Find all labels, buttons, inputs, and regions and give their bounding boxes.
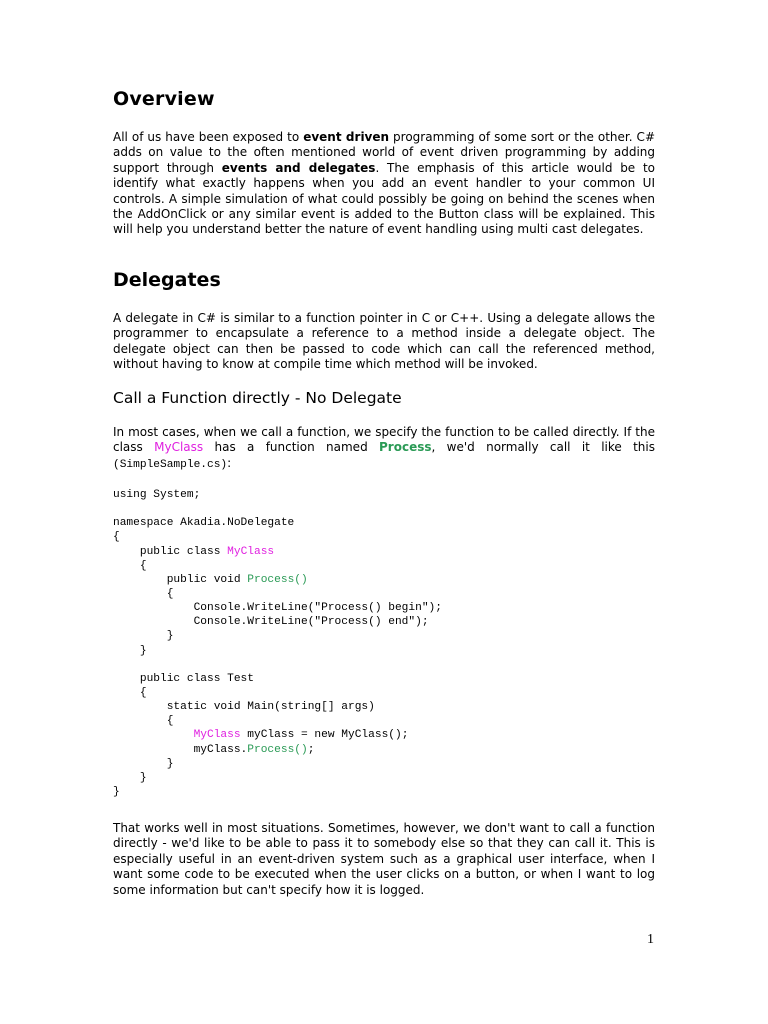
- call-text-2: has a function named: [203, 440, 380, 455]
- code-line-blank: [113, 658, 442, 672]
- code-line-11: }: [113, 630, 174, 643]
- code-line-1: using System;: [113, 489, 201, 501]
- overview-paragraph: [113, 130, 655, 238]
- code-line-20: }: [113, 757, 174, 770]
- call-text-4: :: [227, 455, 232, 470]
- code-class-myclass-var: MyClass: [193, 729, 241, 742]
- overview-text-3: . The emphasis of this article would be to identify what exactly happens when you add an event handler to your common UI controls. A simple simulation of what could possibly be going on behind the scenes when the AddOnClick or any similar event is added to the Button class will be explained. This will help you understand better the nature of event handling using multi cast delegates.: [113, 160, 655, 237]
- code-line-14: public class Test: [113, 672, 254, 685]
- code-line-9: Console.WriteLine("Process() begin");: [113, 602, 442, 615]
- file-name-simplesample: (SimpleSample.cs): [113, 458, 228, 471]
- page-number: 1: [647, 932, 654, 947]
- overview-bold-events-delegates: events and delegates: [221, 160, 376, 175]
- method-name-process: Process: [379, 440, 432, 455]
- code-line-4: {: [113, 531, 120, 544]
- code-method-call-process: Process(): [247, 743, 308, 756]
- closing-paragraph: That works well in most situations. Sometimes, however, we don't want to call a function directly - we'd like to be able to pass it to somebody else so that they can call it. This is especially useful in an event-driven system such as a graphical user interface, when I want some code to be executed when the user clicks on a button, or when I want to log some information but can't specify how it is logged.: [113, 821, 655, 897]
- overview-bold-event-driven: event driven: [303, 130, 390, 144]
- overview-text-2: programming of some sort or the other. C# adds on value to the often mentioned world of event driven programming by adding support through: [113, 130, 655, 175]
- heading-overview: Overview: [113, 88, 215, 110]
- code-line-12: }: [113, 644, 147, 657]
- heading-call-function-directly: Call a Function directly - No Delegate: [113, 389, 402, 407]
- code-class-myclass: MyClass: [227, 545, 275, 558]
- class-name-myclass: MyClass: [154, 440, 204, 455]
- code-method-process: Process(): [247, 573, 308, 586]
- code-line-18: MyClass myClass = new MyClass();: [193, 729, 409, 742]
- code-line-8: {: [113, 587, 174, 600]
- call-text-3: , we'd normally call it like this: [431, 440, 655, 455]
- code-line-7: public void Process(): [113, 573, 308, 586]
- code-line-blank: [113, 502, 442, 516]
- heading-delegates: Delegates: [113, 269, 221, 291]
- code-line-10: Console.WriteLine("Process() end");: [113, 616, 429, 629]
- code-line-16: static void Main(string[] args): [113, 701, 375, 714]
- code-block: [113, 488, 442, 799]
- code-line-21: }: [113, 771, 147, 784]
- overview-text-1: All of us have been exposed to: [113, 130, 304, 144]
- code-line-17: {: [113, 715, 174, 728]
- call-directly-paragraph: [113, 425, 655, 473]
- code-line-15: {: [113, 686, 147, 699]
- delegates-paragraph: A delegate in C# is similar to a function pointer in C or C++. Using a delegate allows the programmer to encapsulate a reference to a method inside a delegate object. The delegate object can then be passed to code which can call the referenced method, without having to know at compile time which method will be invoked.: [113, 311, 655, 372]
- code-line-3: namespace Akadia.NoDelegate: [113, 517, 295, 530]
- code-line-22: }: [113, 785, 120, 798]
- code-line-5: public class MyClass: [113, 545, 275, 558]
- call-text-1: In most cases, when we call a function, we specify the function to be called directly. If the class: [113, 425, 655, 455]
- code-line-6: {: [113, 559, 147, 572]
- code-line-19: myClass.Process();: [113, 743, 315, 756]
